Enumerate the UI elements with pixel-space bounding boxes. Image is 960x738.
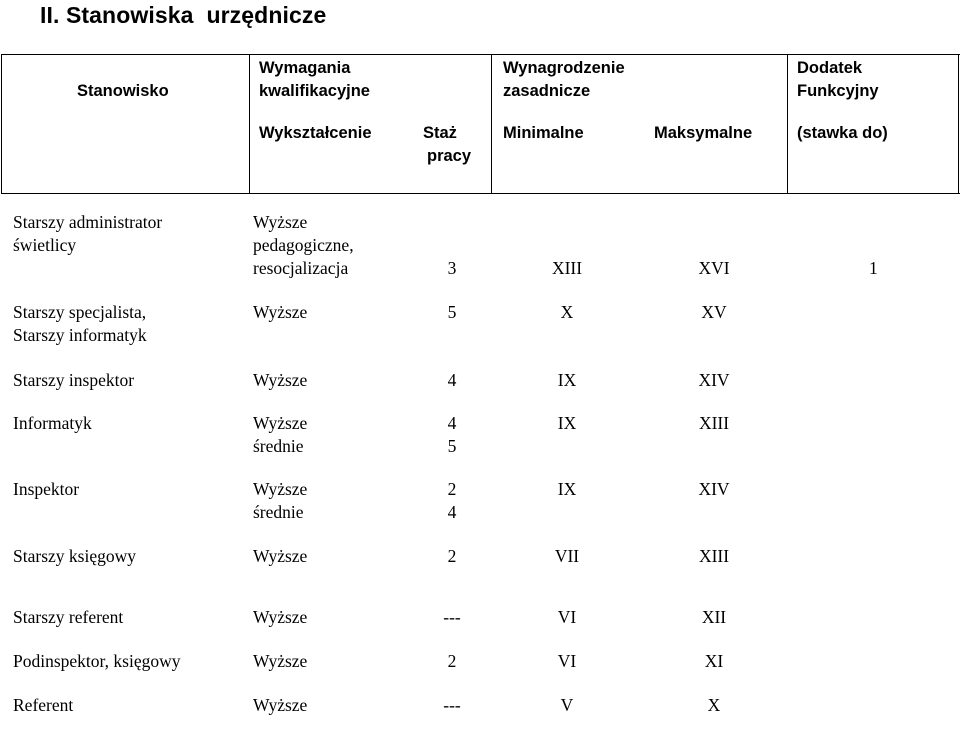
cell-stanowisko (13, 369, 134, 392)
column-divider (787, 54, 788, 194)
cell-wyksztalcenie-line: Wyższe (253, 695, 308, 715)
header-wynagrodzenie-line2: zasadnicze (503, 82, 591, 100)
cell-wyksztalcenie (253, 478, 307, 524)
cell-minimalne (527, 369, 607, 392)
cell-staz (412, 369, 492, 392)
cell-maksymalne (674, 369, 754, 392)
header-minimalne: Minimalne (503, 124, 584, 142)
cell-maksymalne (674, 412, 754, 435)
header-wynagrodzenie-line1: Wynagrodzenie (503, 59, 625, 77)
cell-maksymalne (674, 545, 754, 568)
cell-wyksztalcenie-line: Wyższe (253, 413, 308, 433)
cell-minimalne-line: VII (554, 546, 580, 566)
table-border-right (958, 54, 959, 194)
cell-stanowisko (13, 478, 79, 501)
cell-staz (412, 606, 492, 629)
cell-stanowisko-line: Informatyk (13, 413, 92, 433)
cell-minimalne-line: IX (557, 413, 577, 433)
column-divider (491, 54, 492, 194)
cell-staz (412, 478, 492, 524)
cell-stanowisko-line: Starszy referent (13, 607, 124, 627)
cell-staz-line: 5 (447, 436, 457, 456)
cell-staz-line: 2 (447, 651, 457, 671)
cell-dodatek: 1 (869, 258, 878, 278)
cell-staz-line: 4 (447, 413, 457, 433)
cell-minimalne (527, 412, 607, 435)
cell-wyksztalcenie (253, 545, 307, 568)
header-maksymalne: Maksymalne (654, 124, 753, 142)
cell-maksymalne-line: XIV (698, 370, 730, 390)
header-stanowisko: Stanowisko (77, 82, 169, 100)
cell-wyksztalcenie-line: Wyższe (253, 370, 308, 390)
cell-stanowisko (13, 606, 123, 629)
header-stawka: (stawka do) (797, 124, 888, 142)
cell-stanowisko (13, 545, 136, 568)
cell-staz-line: 3 (447, 258, 457, 278)
cell-maksymalne-line: XIII (698, 413, 730, 433)
cell-wyksztalcenie-line: Wyższe (253, 651, 308, 671)
cell-minimalne (527, 545, 607, 568)
header-wymagania-line2: kwalifikacyjne (259, 82, 370, 100)
cell-wyksztalcenie-line: średnie (253, 436, 304, 456)
cell-stanowisko (13, 694, 73, 717)
cell-minimalne (527, 694, 607, 717)
cell-maksymalne-line: XV (701, 302, 727, 322)
cell-stanowisko-line: świetlicy (13, 235, 77, 255)
cell-wyksztalcenie-line: Wyższe (253, 479, 308, 499)
header-wynagrodzenie (503, 57, 625, 103)
cell-maksymalne-line: XIV (698, 479, 730, 499)
cell-stanowisko (13, 211, 162, 257)
cell-maksymalne (674, 694, 754, 717)
header-wymagania (259, 57, 370, 103)
table-border-left (1, 54, 2, 194)
cell-maksymalne-line: X (707, 695, 721, 715)
header-dodatek-line1: Dodatek (797, 59, 863, 77)
cell-maksymalne (674, 650, 754, 673)
cell-minimalne (527, 650, 607, 673)
cell-stanowisko (13, 650, 181, 673)
cell-staz-line: 4 (447, 370, 457, 390)
header-staz (423, 122, 471, 168)
cell-stanowisko-line: Starszy inspektor (13, 370, 135, 390)
cell-stanowisko-line: Starszy administrator (13, 212, 163, 232)
cell-wyksztalcenie-line: średnie (253, 502, 304, 522)
cell-staz-line: 4 (447, 502, 457, 522)
cell-wyksztalcenie-line: Wyższe (253, 212, 308, 232)
cell-staz (412, 650, 492, 673)
cell-stanowisko (13, 301, 147, 347)
cell-staz-line: 2 (447, 479, 457, 499)
cell-wyksztalcenie-line: resocjalizacja (253, 258, 349, 278)
cell-stanowisko-line: Starszy księgowy (13, 546, 136, 566)
cell-maksymalne (674, 257, 754, 280)
cell-stanowisko-line: Referent (13, 695, 74, 715)
cell-minimalne (527, 257, 607, 280)
header-wymagania-line1: Wymagania (259, 59, 351, 77)
cell-wyksztalcenie (253, 650, 307, 673)
cell-minimalne (527, 606, 607, 629)
cell-wyksztalcenie (253, 694, 307, 717)
cell-minimalne-line: VI (557, 607, 577, 627)
cell-staz (412, 412, 492, 458)
cell-minimalne-line: XIII (551, 258, 583, 278)
cell-staz (412, 694, 492, 717)
cell-wyksztalcenie-line: Wyższe (253, 607, 308, 627)
cell-wyksztalcenie-line: Wyższe (253, 546, 308, 566)
cell-staz-line: --- (443, 695, 461, 715)
cell-wyksztalcenie (253, 412, 307, 458)
header-wyksztalcenie: Wykształcenie (259, 124, 372, 142)
cell-minimalne (527, 301, 607, 324)
cell-wyksztalcenie (253, 606, 307, 629)
cell-stanowisko-line: Inspektor (13, 479, 80, 499)
cell-minimalne-line: V (560, 695, 574, 715)
column-divider (249, 54, 250, 194)
table-border-top (1, 54, 960, 55)
cell-wyksztalcenie-line: Wyższe (253, 302, 308, 322)
header-dodatek-line2: Funkcyjny (797, 82, 879, 100)
section-title: II. Stanowiska urzędnicze (40, 2, 327, 28)
cell-staz-line: 2 (447, 546, 457, 566)
cell-maksymalne-line: XI (704, 651, 724, 671)
cell-stanowisko-line: Starszy informatyk (13, 325, 147, 345)
header-dodatek (797, 57, 879, 103)
header-staz-line2: pracy (427, 147, 472, 165)
cell-stanowisko-line: Podinspektor, księgowy (13, 651, 181, 671)
cell-wyksztalcenie (253, 211, 354, 280)
cell-minimalne-line: X (560, 302, 574, 322)
cell-maksymalne-line: XII (701, 607, 727, 627)
cell-staz-line: 5 (447, 302, 457, 322)
cell-maksymalne-line: XIII (698, 546, 730, 566)
header-separator (1, 193, 960, 194)
cell-maksymalne (674, 478, 754, 501)
cell-maksymalne (674, 301, 754, 324)
cell-minimalne-line: IX (557, 479, 577, 499)
cell-staz-line: --- (443, 607, 461, 627)
cell-minimalne (527, 478, 607, 501)
cell-wyksztalcenie (253, 369, 307, 392)
cell-staz (412, 257, 492, 280)
cell-minimalne-line: VI (557, 651, 577, 671)
cell-wyksztalcenie (253, 301, 307, 324)
cell-staz (412, 545, 492, 568)
cell-maksymalne (674, 606, 754, 629)
cell-maksymalne-line: XVI (698, 258, 730, 278)
cell-staz (412, 301, 492, 324)
cell-wyksztalcenie-line: pedagogiczne, (253, 235, 354, 255)
cell-minimalne-line: IX (557, 370, 577, 390)
cell-stanowisko (13, 412, 92, 435)
cell-stanowisko-line: Starszy specjalista, (13, 302, 147, 322)
header-staz-line1: Staż (423, 124, 457, 142)
